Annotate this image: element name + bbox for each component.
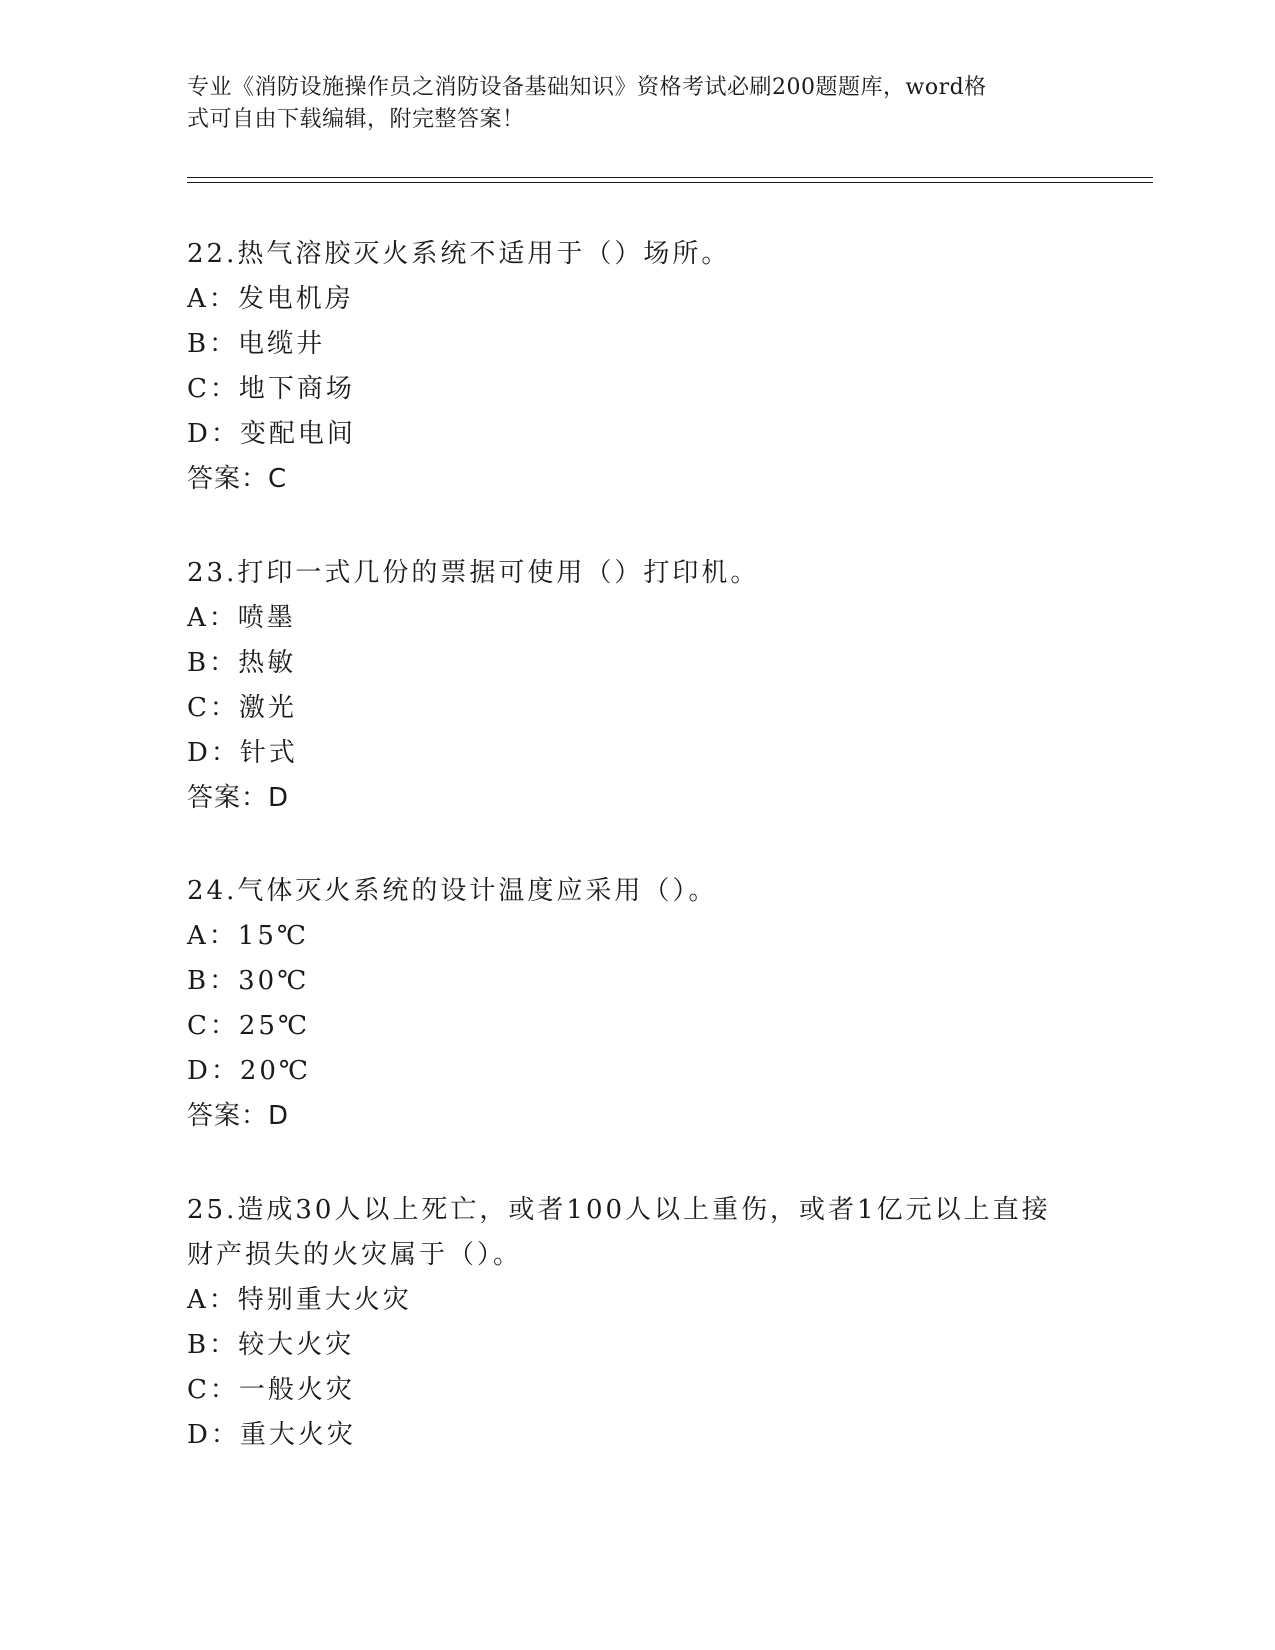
question-23 — [187, 551, 1087, 821]
option-b: B：电缆井 — [187, 329, 326, 359]
question-25 — [187, 1188, 1087, 1458]
question-stem-line-1: 25.造成30人以上死亡，或者100人以上重伤，或者1亿元以上直接 — [187, 1195, 1051, 1225]
option-b: B：较大火灾 — [187, 1330, 355, 1360]
option-d: D：变配电间 — [187, 419, 356, 449]
option-b: B：30℃ — [187, 966, 310, 996]
header-divider-bottom — [187, 182, 1153, 183]
answer-line: 答案：C — [187, 464, 288, 494]
option-d: D：重大火灾 — [187, 1420, 356, 1450]
question-24 — [187, 869, 1087, 1139]
answer-line: 答案：D — [187, 1101, 290, 1131]
question-stem: 22.热气溶胶灭火系统不适用于（）场所。 — [187, 239, 731, 269]
option-a: A：15℃ — [187, 921, 309, 951]
option-a: A：特别重大火灾 — [187, 1285, 412, 1315]
option-d: D：针式 — [187, 738, 298, 768]
header-line-1: 专业《消防设施操作员之消防设备基础知识》资格考试必刷200题题库，word格 — [187, 75, 987, 100]
question-stem: 23.打印一式几份的票据可使用（）打印机。 — [187, 558, 760, 588]
header-divider-top — [187, 177, 1153, 178]
document-header — [187, 72, 1067, 136]
option-c: C：25℃ — [187, 1011, 311, 1041]
question-stem-line-2: 财产损失的火灾属于（）。 — [187, 1240, 523, 1270]
answer-line: 答案：D — [187, 783, 290, 813]
option-c: C：一般火灾 — [187, 1375, 355, 1405]
option-d: D：20℃ — [187, 1056, 312, 1086]
header-line-2: 式可自由下载编辑，附完整答案！ — [187, 107, 525, 132]
question-stem: 24.气体灭火系统的设计温度应采用（）。 — [187, 876, 718, 906]
option-a: A：喷墨 — [187, 603, 296, 633]
option-a: A：发电机房 — [187, 284, 354, 314]
option-c: C：地下商场 — [187, 374, 355, 404]
question-22 — [187, 232, 1087, 502]
option-c: C：激光 — [187, 693, 297, 723]
option-b: B：热敏 — [187, 648, 297, 678]
